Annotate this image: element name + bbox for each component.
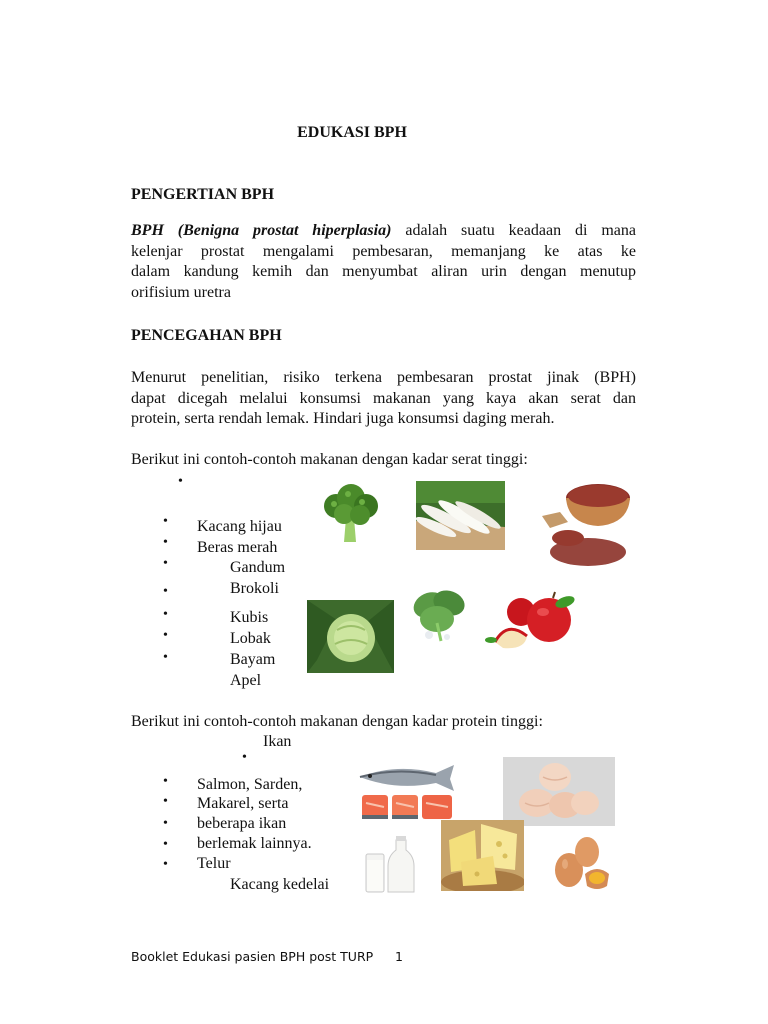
broccoli-image [318,480,384,546]
protein-item: beberapa ikan [197,815,287,832]
fiber-item: Apel [230,672,262,689]
bullet: • [163,650,168,665]
cheese-image [441,820,524,891]
fiber-item: Kubis [230,609,269,626]
bullet: • [163,535,168,550]
bullet: • [163,774,168,789]
prevention-line-3: protein, serta rendah lemak. Hindari juga konsumsi daging merah. [131,410,555,427]
fiber-item: Bayam [230,651,276,668]
bullet: • [163,584,168,599]
radish-image [416,481,505,550]
definition-line-4: orifisium uretra [131,283,231,301]
bullet: • [163,816,168,831]
chicken-image [503,757,615,826]
prevention-line-2: dapat dicegah melalui konsumsi makanan yang kaya akan serat dan [131,389,636,407]
protein-item: Telur [197,855,231,872]
fiber-item: Beras merah [197,539,278,556]
fish-image [356,763,458,827]
prevention-paragraph [131,368,636,430]
bullet: • [163,837,168,852]
page-title: EDUKASI BPH [297,124,407,141]
eggs-image [547,834,613,892]
protein-item: Kacang kedelai [230,876,330,893]
fiber-item: Brokoli [230,580,279,597]
cabbage-image [307,600,394,673]
milk-image [362,836,420,895]
definition-line-1: adalah suatu keadaan di mana [405,222,636,239]
definition-line-3: dalam kandung kemih dan menyumbat aliran urin dengan menutup [131,263,636,280]
bullet: • [163,556,168,571]
definition-line-2: kelenjar prostat mengalami pembesaran, memanjang ke atas ke [131,242,636,260]
bullet: • [163,628,168,643]
bullet: • [163,514,168,529]
fiber-item: Gandum [230,559,286,576]
spinach-image [407,583,471,644]
protein-item: Ikan [263,733,292,750]
protein-item: Makarel, serta [197,795,289,812]
footer-text: Booklet Edukasi pasien BPH post TURP [131,949,374,964]
fiber-intro: Berikut ini contoh-contoh makanan dengan kadar serat tinggi: [131,451,528,468]
protein-intro: Berikut ini contoh-contoh makanan dengan kadar protein tinggi: [131,713,543,730]
bullet: • [163,857,168,872]
protein-item: berlemak lainnya. [197,835,312,852]
apple-image [485,590,584,652]
fiber-item: Kacang hijau [197,518,282,535]
red-rice-image [538,476,633,574]
bullet: • [242,750,247,765]
protein-item: Salmon, Sarden, [197,776,303,793]
fiber-item: Lobak [230,630,271,647]
definition-paragraph [131,221,636,303]
prevention-line-1: Menurut penelitian, risiko terkena pembesaran prostat jinak (BPH) [131,369,636,386]
page-number: 1 [395,949,403,964]
bullet: • [163,794,168,809]
section-heading-pencegahan: PENCEGAHAN BPH [131,327,282,344]
bullet: • [163,607,168,622]
bullet: • [178,474,183,489]
bph-term: BPH (Benigna prostat hiperplasia) [131,222,392,239]
section-heading-pengertian: PENGERTIAN BPH [131,186,275,203]
